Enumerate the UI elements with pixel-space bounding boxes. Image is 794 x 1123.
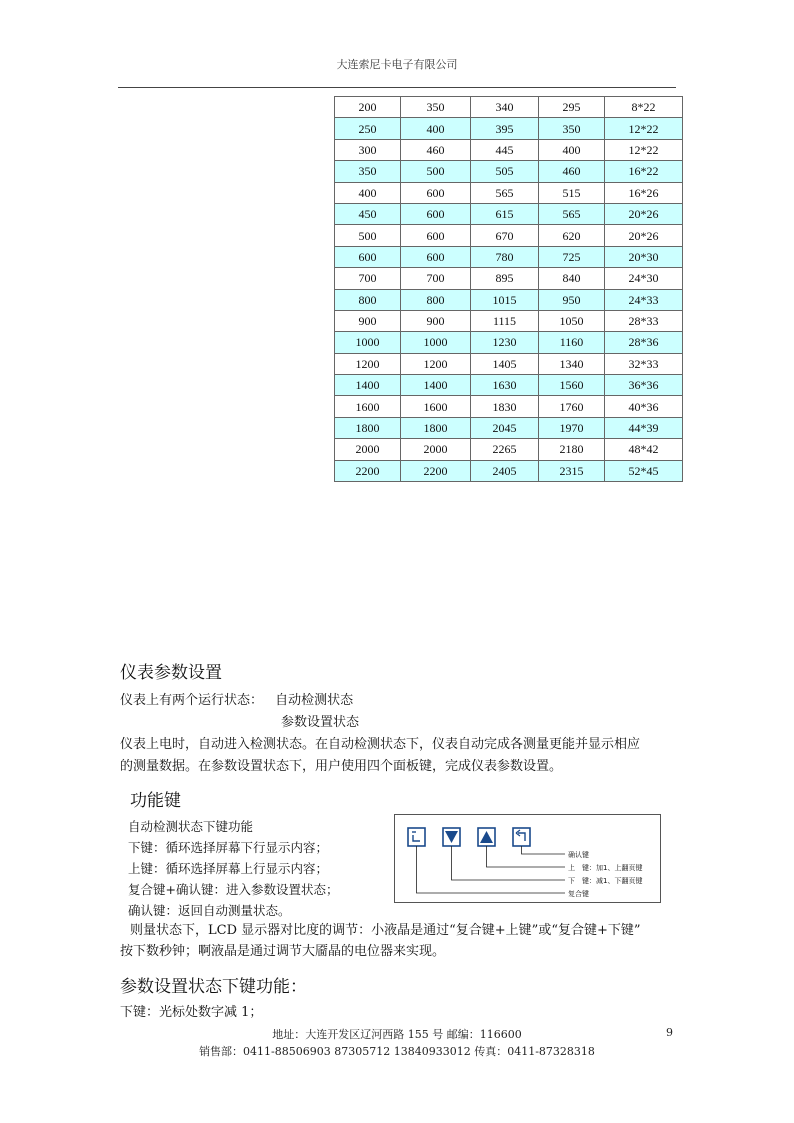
table-cell: 1160 — [539, 332, 605, 353]
section-title-function-keys: 功能键 — [130, 791, 181, 811]
table-cell: 44*39 — [605, 417, 683, 438]
table-cell: 1600 — [335, 396, 401, 417]
state-param-setting: 参数设置状态 — [281, 715, 360, 730]
dimension-table — [334, 96, 683, 482]
function-line-2: 下键：循环选择屏幕下行显示内容； — [128, 840, 329, 855]
paragraph-line-2: 的测量数据。在参数设置状态下，用户使用四个面板键，完成仪表参数设置。 — [120, 759, 563, 774]
table-cell: 250 — [335, 118, 401, 139]
footer-address: 地址：大连开发区辽河西路 155 号 邮编：116600 — [272, 1028, 522, 1041]
table-cell: 395 — [471, 118, 539, 139]
page-number: 9 — [666, 1026, 673, 1039]
table-cell: 400 — [401, 118, 471, 139]
table-cell: 2200 — [401, 460, 471, 481]
table-cell: 800 — [401, 289, 471, 310]
table-cell: 295 — [539, 97, 605, 118]
table-cell: 20*26 — [605, 203, 683, 224]
table-cell: 670 — [471, 225, 539, 246]
table-cell: 1015 — [471, 289, 539, 310]
key-diagram — [394, 814, 661, 903]
label-up-key: 上 键：加1、上翻页键 — [568, 864, 643, 872]
table-row — [335, 203, 683, 224]
table-cell: 32*33 — [605, 353, 683, 374]
table-cell: 20*26 — [605, 225, 683, 246]
table-row — [335, 246, 683, 267]
function-line-4: 复合键+确认键：进入参数设置状态； — [128, 882, 339, 897]
table-cell: 1405 — [471, 353, 539, 374]
table-cell: 350 — [539, 118, 605, 139]
table-cell: 12*22 — [605, 118, 683, 139]
table-cell: 1970 — [539, 417, 605, 438]
table-cell: 840 — [539, 268, 605, 289]
table-cell: 340 — [471, 97, 539, 118]
table-cell: 460 — [401, 139, 471, 160]
table-cell: 1200 — [401, 353, 471, 374]
contrast-note-line-1: 则量状态下，LCD 显示器对比度的调节：小液晶是通过“复合键+上键”或“复合键+下键” — [130, 923, 641, 938]
contrast-note-line-2: 按下数秒钟；啊液晶是通过调节大靥晶的电位器来实现。 — [120, 944, 446, 959]
table-cell: 615 — [471, 203, 539, 224]
table-cell: 1400 — [335, 375, 401, 396]
table-row — [335, 460, 683, 481]
function-line-5: 确认键：返回自动测量状态。 — [128, 903, 291, 918]
leader-lines — [417, 846, 566, 893]
table-cell: 700 — [401, 268, 471, 289]
table-cell: 600 — [335, 246, 401, 267]
table-row — [335, 417, 683, 438]
states-intro — [120, 690, 353, 712]
table-cell: 48*42 — [605, 439, 683, 460]
table-cell: 1000 — [335, 332, 401, 353]
table-cell: 500 — [335, 225, 401, 246]
table-cell: 300 — [335, 139, 401, 160]
table-cell: 800 — [335, 289, 401, 310]
table-cell: 1400 — [401, 375, 471, 396]
table-row — [335, 439, 683, 460]
table-cell: 400 — [539, 139, 605, 160]
table-cell: 450 — [335, 203, 401, 224]
table-cell: 8*22 — [605, 97, 683, 118]
states-intro-label: 仪表上有两个运行状态： — [120, 693, 264, 708]
param-key-line-1: 下键：光标处数字减 1； — [120, 1005, 263, 1020]
table-cell: 52*45 — [605, 460, 683, 481]
table-cell: 1200 — [335, 353, 401, 374]
table-row — [335, 139, 683, 160]
table-cell: 700 — [335, 268, 401, 289]
table-cell: 900 — [335, 310, 401, 331]
label-confirm-key: 确认键 — [568, 851, 589, 859]
dimension-table-body — [335, 97, 683, 482]
table-cell: 24*30 — [605, 268, 683, 289]
table-cell: 1830 — [471, 396, 539, 417]
up-triangle-icon — [478, 828, 495, 846]
table-cell: 400 — [335, 182, 401, 203]
label-down-key: 下 键：减1、下翻页键 — [568, 877, 643, 885]
table-row — [335, 375, 683, 396]
table-cell: 350 — [401, 97, 471, 118]
table-cell: 515 — [539, 182, 605, 203]
header-divider — [118, 87, 676, 88]
table-cell: 500 — [401, 161, 471, 182]
table-cell: 16*22 — [605, 161, 683, 182]
table-row — [335, 182, 683, 203]
table-cell: 1630 — [471, 375, 539, 396]
confirm-key-icon — [513, 828, 530, 846]
label-compound-key: 复合键 — [568, 890, 589, 898]
table-row — [335, 118, 683, 139]
table-cell: 2200 — [335, 460, 401, 481]
footer-contact: 销售部：0411-88506903 87305712 13840933012 传真：0411-87328318 — [199, 1045, 595, 1058]
table-cell: 1800 — [401, 417, 471, 438]
table-cell: 28*36 — [605, 332, 683, 353]
table-cell: 600 — [401, 225, 471, 246]
table-row — [335, 268, 683, 289]
table-cell: 780 — [471, 246, 539, 267]
table-cell: 2180 — [539, 439, 605, 460]
table-cell: 2265 — [471, 439, 539, 460]
table-row — [335, 310, 683, 331]
table-cell: 20*30 — [605, 246, 683, 267]
section-title-param-keys: 参数设置状态下键功能： — [120, 977, 307, 997]
table-cell: 24*33 — [605, 289, 683, 310]
table-cell: 2045 — [471, 417, 539, 438]
table-cell: 350 — [335, 161, 401, 182]
table-cell: 16*26 — [605, 182, 683, 203]
table-cell: 900 — [401, 310, 471, 331]
table-row — [335, 225, 683, 246]
paragraph-line-1: 仪表上电时，自动进入检测状态。在自动检测状态下，仪表自动完成各测量更能并显示相应 — [120, 737, 641, 752]
table-cell: 1000 — [401, 332, 471, 353]
table-cell: 620 — [539, 225, 605, 246]
table-row — [335, 396, 683, 417]
table-cell: 445 — [471, 139, 539, 160]
table-cell: 460 — [539, 161, 605, 182]
table-cell: 895 — [471, 268, 539, 289]
table-cell: 600 — [401, 246, 471, 267]
state-auto-detect: 自动检测状态 — [275, 693, 354, 708]
table-cell: 2000 — [401, 439, 471, 460]
table-cell: 565 — [539, 203, 605, 224]
table-cell: 2000 — [335, 439, 401, 460]
table-cell: 1230 — [471, 332, 539, 353]
table-cell: 950 — [539, 289, 605, 310]
function-line-3: 上键：循环选择屏幕上行显示内容； — [128, 861, 329, 876]
table-cell: 1760 — [539, 396, 605, 417]
table-cell: 505 — [471, 161, 539, 182]
table-cell: 12*22 — [605, 139, 683, 160]
table-cell: 1560 — [539, 375, 605, 396]
table-cell: 1050 — [539, 310, 605, 331]
table-cell: 1340 — [539, 353, 605, 374]
table-cell: 28*33 — [605, 310, 683, 331]
table-cell: 600 — [401, 182, 471, 203]
table-cell: 36*36 — [605, 375, 683, 396]
table-cell: 1800 — [335, 417, 401, 438]
table-row — [335, 97, 683, 118]
function-line-1: 自动检测状态下键功能 — [128, 819, 254, 834]
table-cell: 2405 — [471, 460, 539, 481]
key-diagram-svg — [395, 815, 660, 902]
table-cell: 725 — [539, 246, 605, 267]
return-key-icon — [408, 828, 425, 846]
page-header: 大连索尼卡电子有限公司 — [336, 58, 458, 71]
table-cell: 565 — [471, 182, 539, 203]
table-row — [335, 332, 683, 353]
table-row — [335, 161, 683, 182]
table-cell: 1600 — [401, 396, 471, 417]
table-cell: 600 — [401, 203, 471, 224]
table-cell: 200 — [335, 97, 401, 118]
down-triangle-icon — [443, 828, 460, 846]
table-row — [335, 289, 683, 310]
section-title-meter-params: 仪表参数设置 — [120, 663, 222, 683]
table-cell: 2315 — [539, 460, 605, 481]
table-cell: 40*36 — [605, 396, 683, 417]
table-cell: 1115 — [471, 310, 539, 331]
table-row — [335, 353, 683, 374]
